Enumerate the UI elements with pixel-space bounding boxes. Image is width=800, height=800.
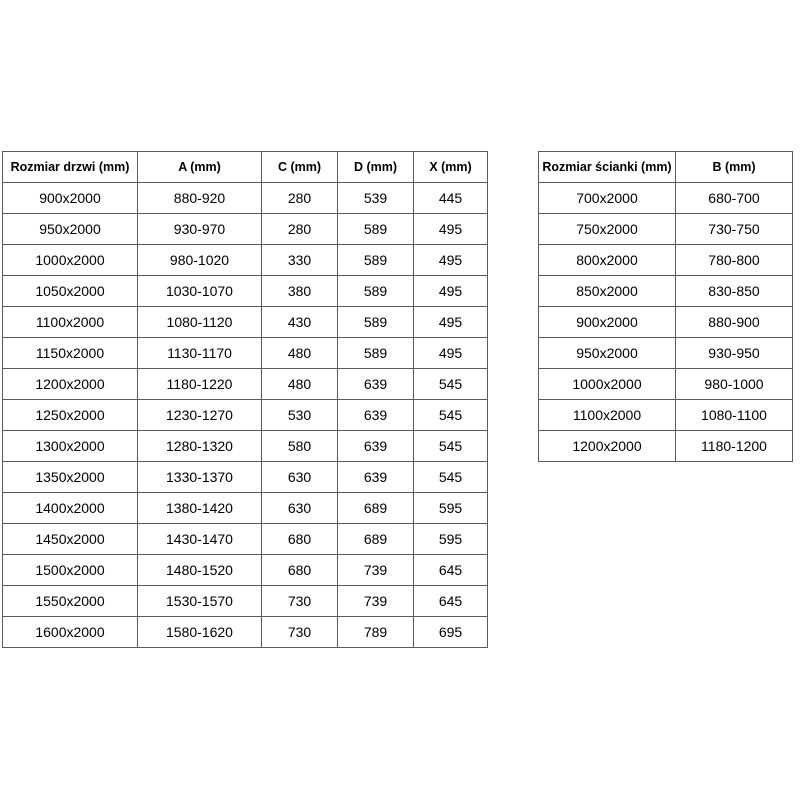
table-cell: 1430-1470: [138, 524, 262, 555]
table-cell: 980-1020: [138, 245, 262, 276]
table-cell: 1000x2000: [539, 369, 676, 400]
table-cell: 480: [262, 369, 338, 400]
table-cell: 480: [262, 338, 338, 369]
table-cell: 545: [414, 369, 488, 400]
table-row: [3, 307, 488, 338]
table-row: [3, 524, 488, 555]
table-row: [539, 245, 793, 276]
table-cell: 589: [338, 276, 414, 307]
table-cell: 1530-1570: [138, 586, 262, 617]
table-cell: 495: [414, 245, 488, 276]
table-cell: 1030-1070: [138, 276, 262, 307]
table-cell: 689: [338, 524, 414, 555]
table-row: [3, 183, 488, 214]
table-cell: 430: [262, 307, 338, 338]
table-cell: 1150x2000: [3, 338, 138, 369]
column-header: C (mm): [262, 152, 338, 183]
table-cell: 1350x2000: [3, 462, 138, 493]
table-cell: 1180-1220: [138, 369, 262, 400]
table-cell: 1500x2000: [3, 555, 138, 586]
table-cell: 589: [338, 214, 414, 245]
table-cell: 1580-1620: [138, 617, 262, 648]
table-row: [539, 369, 793, 400]
table-row: [3, 555, 488, 586]
table-cell: 739: [338, 555, 414, 586]
table-cell: 1100x2000: [539, 400, 676, 431]
table-cell: 330: [262, 245, 338, 276]
table-cell: 1480-1520: [138, 555, 262, 586]
table-cell: 1230-1270: [138, 400, 262, 431]
table-cell: 595: [414, 524, 488, 555]
table-cell: 589: [338, 307, 414, 338]
table-row: [3, 493, 488, 524]
table-cell: 950x2000: [3, 214, 138, 245]
table-cell: 850x2000: [539, 276, 676, 307]
table-cell: 639: [338, 462, 414, 493]
table-cell: 545: [414, 462, 488, 493]
table-cell: 539: [338, 183, 414, 214]
table-cell: 645: [414, 586, 488, 617]
table-cell: 1130-1170: [138, 338, 262, 369]
wall-panel-sizes-table: [538, 151, 793, 462]
column-header: X (mm): [414, 152, 488, 183]
table-cell: 1300x2000: [3, 431, 138, 462]
table-cell: 1600x2000: [3, 617, 138, 648]
table-cell: 730-750: [676, 214, 793, 245]
table-row: [3, 276, 488, 307]
table-cell: 530: [262, 400, 338, 431]
table-cell: 930-950: [676, 338, 793, 369]
table-cell: 630: [262, 462, 338, 493]
table-cell: 680-700: [676, 183, 793, 214]
header-row: [539, 152, 793, 183]
table-cell: 280: [262, 183, 338, 214]
table-cell: 639: [338, 431, 414, 462]
table-cell: 595: [414, 493, 488, 524]
table-cell: 950x2000: [539, 338, 676, 369]
table-cell: 1100x2000: [3, 307, 138, 338]
table-cell: 589: [338, 245, 414, 276]
table-row: [3, 214, 488, 245]
column-header: B (mm): [676, 152, 793, 183]
table-cell: 1050x2000: [3, 276, 138, 307]
table-row: [539, 276, 793, 307]
table-row: [3, 369, 488, 400]
table-cell: 700x2000: [539, 183, 676, 214]
table-cell: 739: [338, 586, 414, 617]
table-cell: 1550x2000: [3, 586, 138, 617]
table-cell: 445: [414, 183, 488, 214]
table-cell: 1000x2000: [3, 245, 138, 276]
table-cell: 1400x2000: [3, 493, 138, 524]
table-cell: 880-920: [138, 183, 262, 214]
column-header: Rozmiar ścianki (mm): [539, 152, 676, 183]
table-cell: 1450x2000: [3, 524, 138, 555]
column-header: A (mm): [138, 152, 262, 183]
table-cell: 930-970: [138, 214, 262, 245]
table-row: [3, 400, 488, 431]
table-row: [3, 245, 488, 276]
table-cell: 495: [414, 214, 488, 245]
table-cell: 800x2000: [539, 245, 676, 276]
header-row: [3, 152, 488, 183]
table-cell: 789: [338, 617, 414, 648]
table-row: [539, 431, 793, 462]
column-header: Rozmiar drzwi (mm): [3, 152, 138, 183]
table-cell: 900x2000: [539, 307, 676, 338]
table-cell: 750x2000: [539, 214, 676, 245]
table-cell: 1330-1370: [138, 462, 262, 493]
table-cell: 495: [414, 276, 488, 307]
table-cell: 900x2000: [3, 183, 138, 214]
table-row: [539, 400, 793, 431]
table-row: [539, 338, 793, 369]
table-cell: 495: [414, 307, 488, 338]
column-header: D (mm): [338, 152, 414, 183]
table-cell: 580: [262, 431, 338, 462]
table-cell: 1250x2000: [3, 400, 138, 431]
table-cell: 1080-1120: [138, 307, 262, 338]
table-cell: 1180-1200: [676, 431, 793, 462]
table-cell: 730: [262, 586, 338, 617]
table-cell: 1280-1320: [138, 431, 262, 462]
table-cell: 830-850: [676, 276, 793, 307]
table-cell: 680: [262, 555, 338, 586]
table-cell: 589: [338, 338, 414, 369]
table-cell: 880-900: [676, 307, 793, 338]
table-row: [3, 431, 488, 462]
table-row: [3, 462, 488, 493]
table-row: [3, 338, 488, 369]
table-row: [539, 307, 793, 338]
table-cell: 730: [262, 617, 338, 648]
table-cell: 639: [338, 369, 414, 400]
table-cell: 680: [262, 524, 338, 555]
table-cell: 689: [338, 493, 414, 524]
table-row: [539, 183, 793, 214]
table-cell: 495: [414, 338, 488, 369]
table-cell: 639: [338, 400, 414, 431]
table-cell: 545: [414, 400, 488, 431]
table-cell: 1200x2000: [539, 431, 676, 462]
table-cell: 780-800: [676, 245, 793, 276]
table-row: [3, 586, 488, 617]
table-cell: 1200x2000: [3, 369, 138, 400]
table-row: [3, 617, 488, 648]
table-cell: 1380-1420: [138, 493, 262, 524]
table-cell: 280: [262, 214, 338, 245]
table-cell: 545: [414, 431, 488, 462]
table-cell: 630: [262, 493, 338, 524]
table-cell: 645: [414, 555, 488, 586]
table-cell: 380: [262, 276, 338, 307]
table-row: [539, 214, 793, 245]
table-cell: 1080-1100: [676, 400, 793, 431]
table-cell: 980-1000: [676, 369, 793, 400]
table-cell: 695: [414, 617, 488, 648]
door-sizes-table: [2, 151, 488, 648]
